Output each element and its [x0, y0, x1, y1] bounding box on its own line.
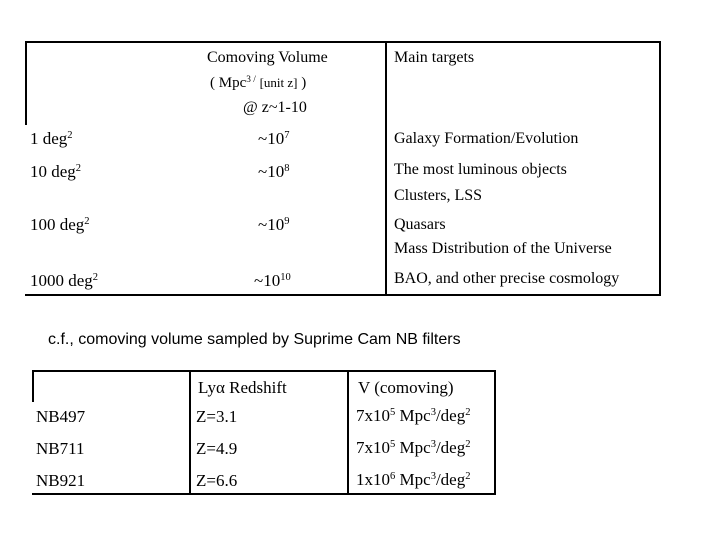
targets-header: Main targets [394, 49, 475, 66]
redshift-cell: Z=6.6 [196, 471, 238, 490]
table1-top-rule [25, 41, 661, 43]
volume-cell: $\sim 10^7$ [258, 129, 290, 148]
table2-left-rule [32, 370, 34, 402]
redshift-header: Lyα Redshift [198, 378, 287, 397]
table2-top-rule [32, 370, 496, 372]
redshift-cell: Z=3.1 [196, 407, 238, 426]
redshift-cell: Z=4.9 [196, 439, 238, 458]
volume-cell: $\sim 10^9$ [258, 215, 290, 234]
filter-cell: NB711 [36, 439, 85, 458]
area-cell: 1 deg$^2$ [30, 129, 73, 148]
target-cell: The most luminous objects [394, 161, 567, 178]
filters-caption: c.f., comoving volume sampled by Suprime Cam NB filters [48, 331, 461, 348]
volume-header-line1: Comoving Volume [207, 49, 328, 66]
target-cell: Galaxy Formation/Evolution [394, 130, 579, 147]
target-cell: Quasars [394, 216, 446, 233]
table2-bottom-rule [32, 493, 496, 495]
volume-cell: $\sim 10^{10}$ [254, 271, 291, 290]
table2-mid-rule-2 [347, 370, 349, 495]
area-cell: 100 deg$^2$ [30, 215, 90, 234]
table1-right-rule [659, 41, 661, 296]
target-cell: Mass Distribution of the Universe [394, 240, 612, 257]
table1-bottom-rule [25, 294, 661, 296]
table1-mid-rule [385, 41, 387, 296]
volume-comoving-header: V (comoving) [358, 378, 454, 397]
table1-left-rule [25, 41, 27, 125]
area-cell: 10 deg$^2$ [30, 162, 82, 181]
volume-cell: $\sim 10^8$ [258, 162, 290, 181]
filter-cell: NB497 [36, 407, 86, 426]
filter-cell: NB921 [36, 471, 86, 490]
volume-value-cell: $7x10^5$ Mpc$^3$/deg$^2$ [356, 406, 471, 425]
volume-header-line2: ( Mpc$^{3 /}$ [unit z] ) [210, 74, 307, 91]
target-cell: BAO, and other precise cosmology [394, 270, 620, 287]
volume-value-cell: $7x10^5$ Mpc$^3$/deg$^2$ [356, 438, 471, 457]
area-cell: 1000 deg$^2$ [30, 271, 99, 290]
table2-right-rule [494, 370, 496, 495]
table2-mid-rule-1 [189, 370, 191, 495]
volume-value-cell: $1x10^6$ Mpc$^3$/deg$^2$ [356, 470, 471, 489]
volume-header-line3: @ z~1-10 [243, 99, 307, 116]
target-cell: Clusters, LSS [394, 187, 483, 204]
